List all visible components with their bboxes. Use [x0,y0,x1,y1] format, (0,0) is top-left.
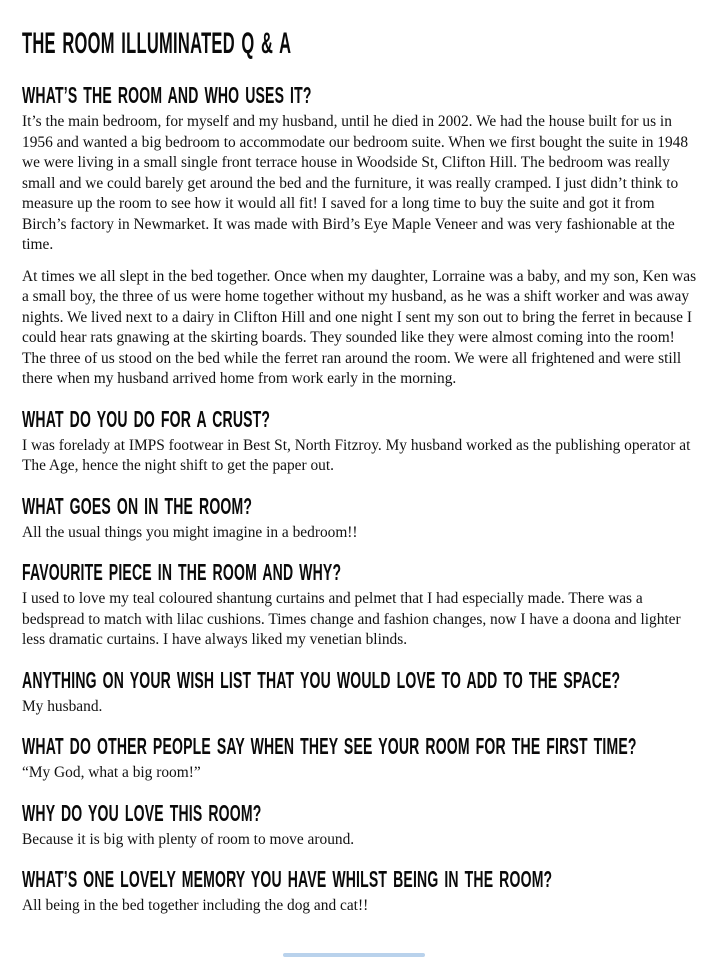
qa-section-wish-list [22,666,698,718]
qa-section-room-and-users [22,84,698,390]
question-heading: ANYTHING ON YOUR WISH LIST THAT YOU WOULD LOVE TO ADD TO THE SPACE? [22,666,621,693]
qa-section-goes-on [22,492,698,544]
question-heading: WHAT’S ONE LOVELY MEMORY YOU HAVE WHILST BEING IN THE ROOM? [22,866,553,892]
question-heading: FAVOURITE PIECE IN THE ROOM AND WHY? [22,559,342,585]
answer-paragraph: I used to love my teal coloured shantung curtains and pelmet that I had especially made. There was a bedspread to match with lilac cushions. Times change and fashion changes, now I have a doona and lighter less dramatic curtains. I have always liked my venetian blinds. [22,590,681,648]
answer-paragraph: All the usual things you might imagine in a bedroom!! [22,523,358,541]
question-heading: WHAT GOES ON IN THE ROOM? [22,492,253,519]
question-heading: WHY DO YOU LOVE THIS ROOM? [22,799,262,826]
answer-paragraph: I was forelady at IMPS footwear in Best St, North Fitzroy. My husband worked as the publishing operator at The Age, hence the night shift to get the paper out. [22,436,691,474]
question-heading: WHAT’S THE ROOM AND WHO USES IT? [22,82,312,108]
answer-paragraph: “My God, what a big room!” [22,764,201,781]
page-title [22,26,698,60]
qa-section-crust [22,405,698,477]
answer-paragraph: My husband. [22,697,103,715]
page-title-text: THE ROOM ILLUMINATED Q & A [22,27,292,60]
answer-paragraph: Because it is big with plenty of room to move around. [22,830,355,848]
qa-section-favourite-piece [22,561,698,651]
qa-section-lovely-memory [22,868,698,917]
answer-paragraph: At times we all slept in the bed together. Once when my daughter, Lorraine was a baby, and my son, Ken was a small boy, the three of us were home together without my husband, as he was a shift worker and was away nights. We lived next to a dairy in Clifton Hill and one night I sent my son out to bring the ferret in because I could hear rats gnawing at the skirting boards. They sounded like they were almost coming into the room! The three of us stood on the bed while the ferret ran around the room. We were all frightened and were still there when my husband arrived home from work early in the morning. [22,267,697,387]
qa-section-why-love [22,799,698,851]
answer-paragraph: It’s the main bedroom, for myself and my husband, until he died in 2002. We had the house built for us in 1956 and wanted a big bedroom to accommodate our bedroom suite. When we first bought the suite in 1948 we were living in a small single front terrace house in Woodside St, Clifton Hill. The bedroom was really small and we could barely get around the bed and the furniture, it was really cramped. I just didn’t think to measure up the room to see how it would all fit! I saved for a long time to buy the suite and got it from Birch’s factory in Newmarket. It was made with Bird’s Eye Maple Veneer and was very fashionable at the time. [22,113,689,253]
question-heading: WHAT DO OTHER PEOPLE SAY WHEN THEY SEE YOUR ROOM FOR THE FIRST TIME? [22,733,637,759]
answer-paragraph: All being in the bed together including the dog and cat!! [22,897,369,914]
qa-section-first-impressions [22,735,698,784]
question-heading: WHAT DO YOU DO FOR A CRUST? [22,405,271,432]
footer-accent-bar [283,953,425,957]
